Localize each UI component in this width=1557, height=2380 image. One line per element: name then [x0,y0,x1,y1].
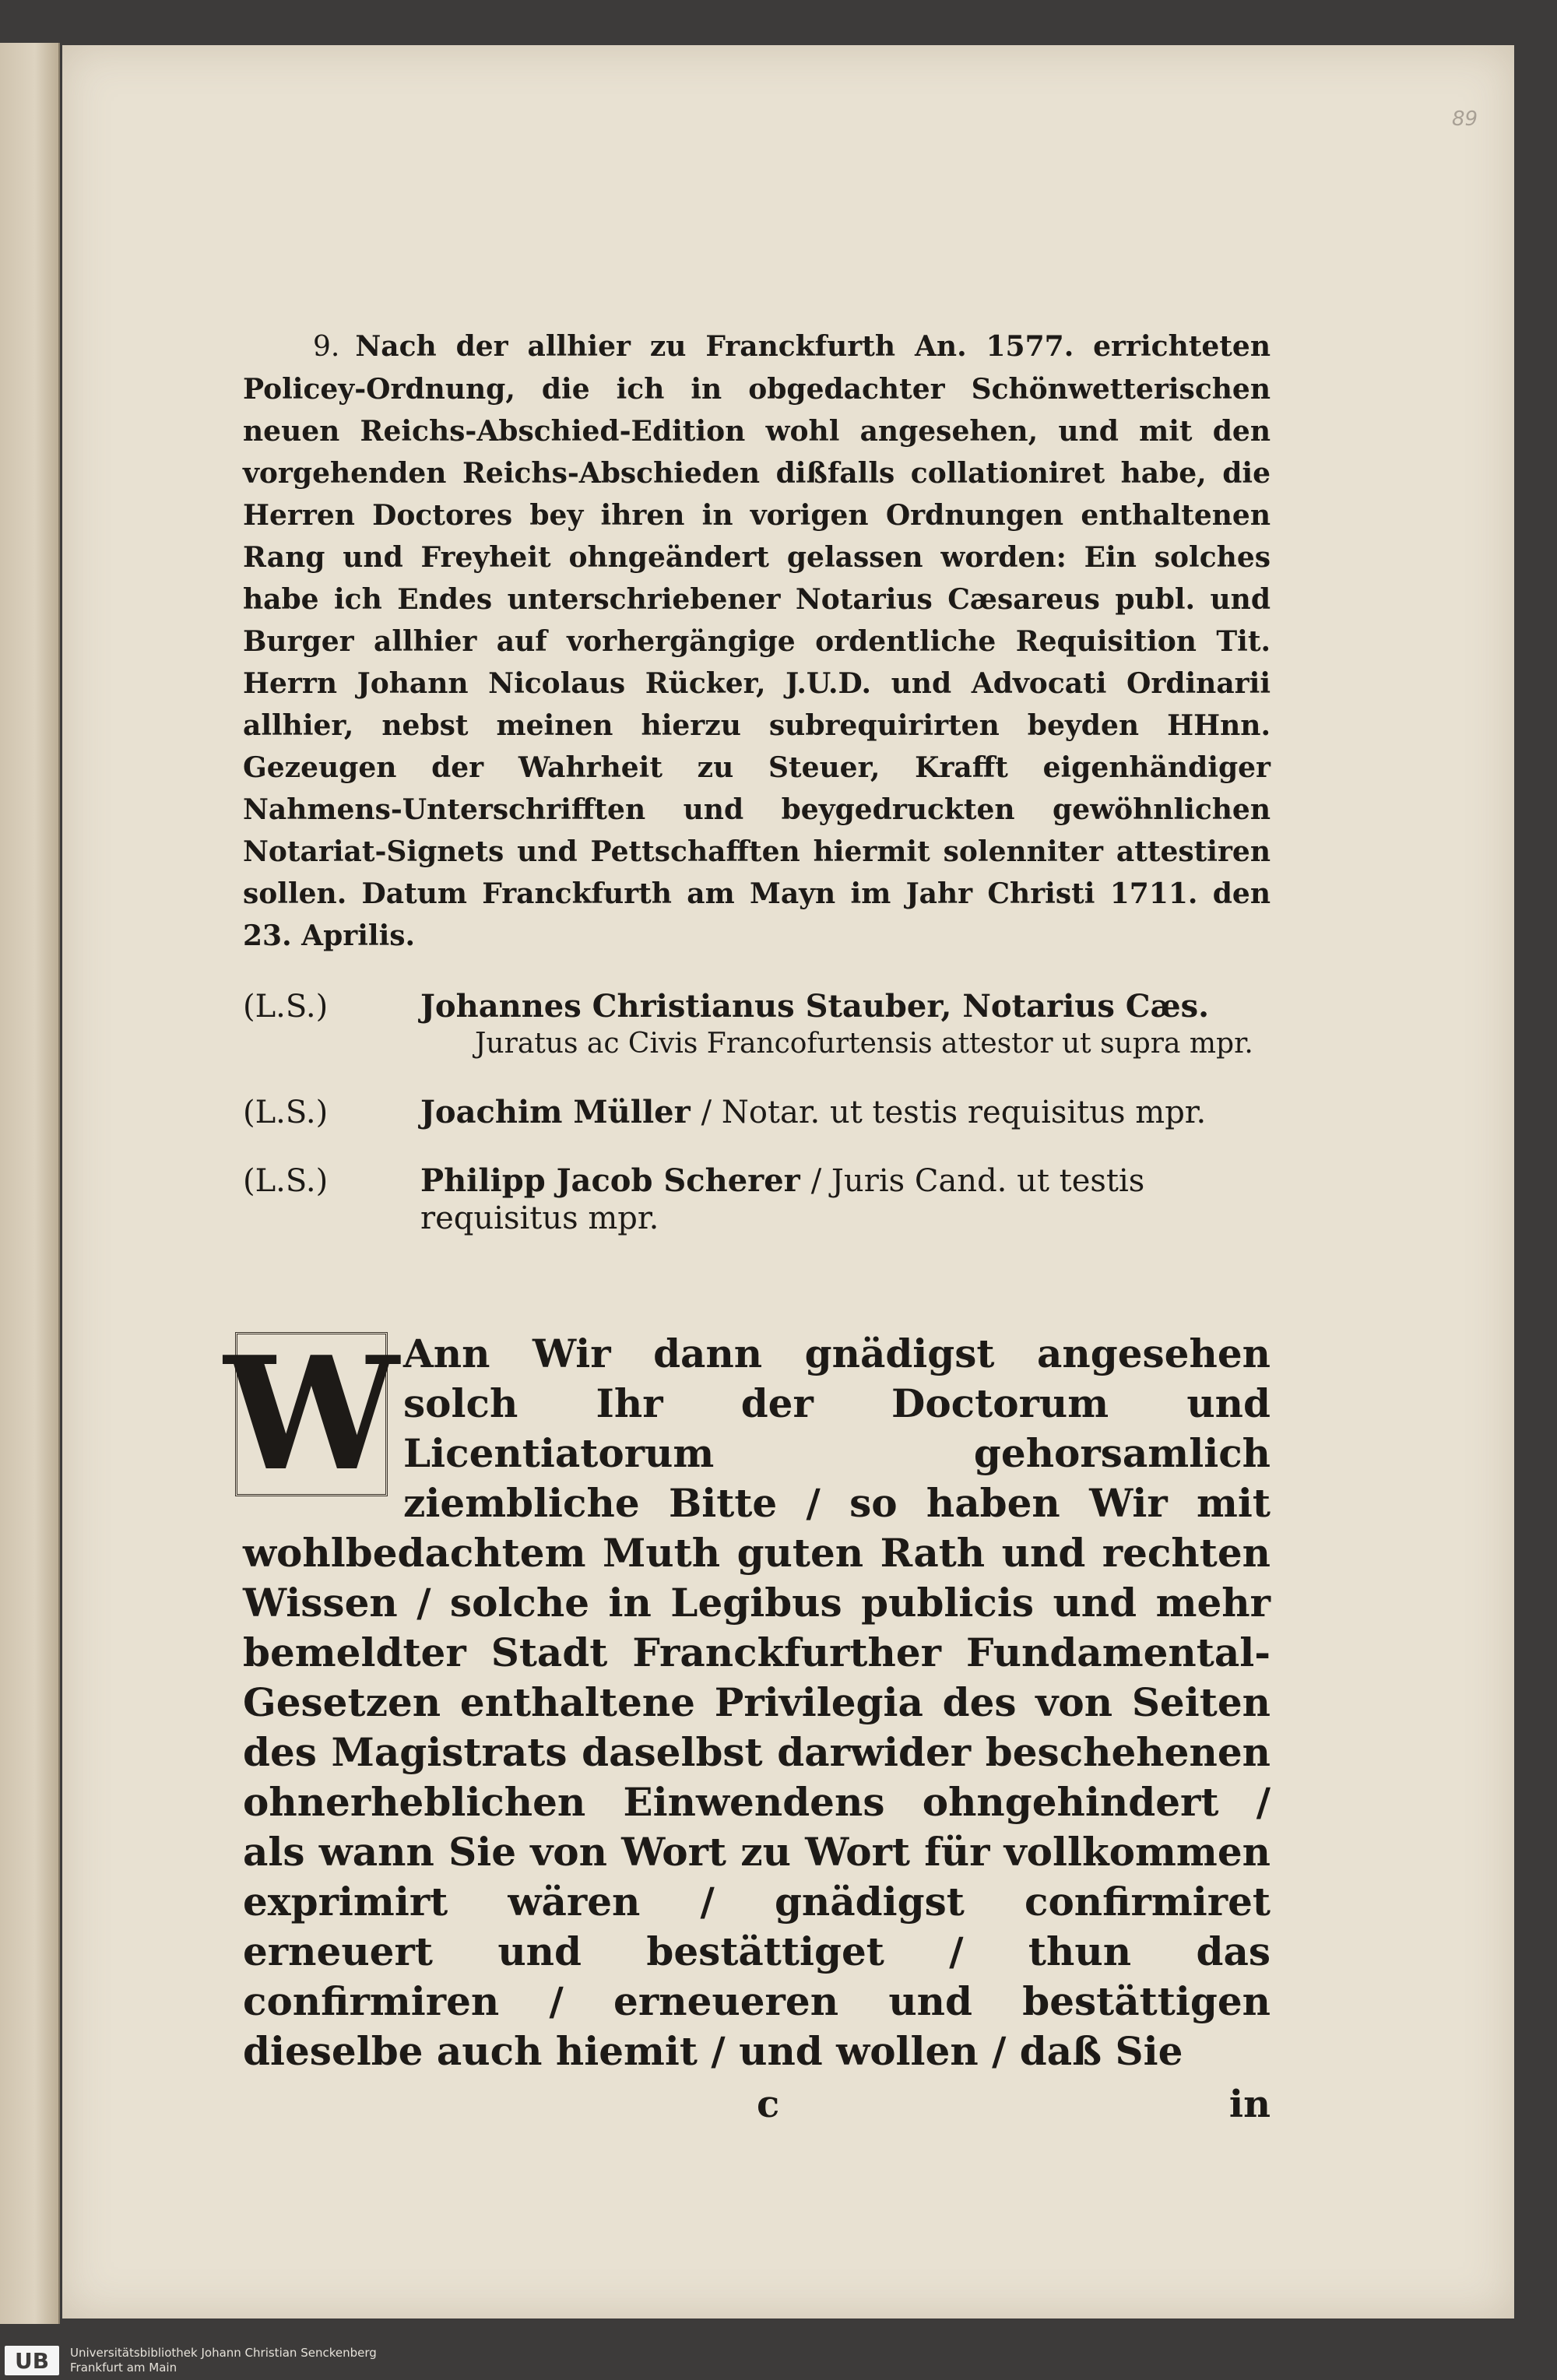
facing-page-edge [0,43,60,2324]
paragraph-number: 9. [313,331,340,363]
signer-name: Philipp Jacob Scherer [420,1162,800,1199]
signer-attestation: Juratus ac Civis Francofurtensis attestor ut supra mpr. [475,1028,1253,1060]
catchword: in [1228,2083,1271,2126]
signer-name: Joachim Müller [420,1094,691,1130]
signature-mark: c [757,2083,780,2126]
library-logo: UB [5,2346,59,2375]
signature-1 [243,988,1271,1063]
seal-mark: (L.S.) [243,989,329,1025]
seal-mark: (L.S.) [243,1163,329,1199]
signer-name: Johannes Christianus Stauber, Notarius Cæs. [420,988,1210,1025]
paragraph-9-text: Nach der allhier zu Franckfurth An. 1577. errichteten Policey-Ordnung, die ich in obgedachter Schönwetterischen neuen Reichs-Abschied-Edition wohl angesehen, und mit den vorgehenden Reichs-Abschieden dißfalls collationiret habe, die Herren Doctores bey ihren in vorigen Ordnungen enthaltenen Rang und Freyheit ohngeändert gelassen worden: Ein solches habe ich Endes unterschriebener Notarius Cæsareus publ. und Burger allhier auf vorhergängige ordentliche Requisition Tit. Herrn Johann Nicolaus Rücker, J.U.D. und Advocati Ordinarii allhier, nebst meinen hierzu subrequirirten beyden HHnn. Gezeugen der Wahrheit zu Steuer, Krafft eigenhändiger Nahmens-Unterschrifften und beygedruckten gewöhnlichen Notariat-Signets und Pettschafften hiermit solenniter attestiren sollen. Datum Franckfurth am Mayn im Jahr Christi 1711. den 23. Aprilis. [243,330,1271,952]
text-block [223,325,1271,2126]
paragraph-9 [243,325,1271,957]
signature-3 [243,1162,1271,1237]
page-footer [243,2083,1271,2126]
document-page [62,45,1514,2318]
seal-mark: (L.S.) [243,1095,329,1130]
main-paragraph-text: Ann Wir dann gnädigst angesehen solch Ihr der Doctorum und Licentiatorum gehorsamlich ziembliche Bitte / so haben Wir mit wohlbedachtem Muth guten Rath und rechten Wissen / solche in Legibus publicis und mehr bemeldter Stadt Franckfurther Fundamental-Gesetzen enthaltene Privilegia des von Seiten des Magistrats daselbst darwider beschehenen ohnerheblichen Einwendens ohngehindert / als wann Sie von Wort zu Wort für vollkommen exprimirt wären / gnädigst confirmiret erneuert und bestättiget / thun das confirmiren / erneueren und bestättigen dieselbe auch hiemit / und wollen / daß Sie [243,1331,1271,2074]
library-name-line-1: Universitätsbibliothek Johann Christian Senckenberg [70,2346,377,2360]
signer-attestation: / Juris Cand. ut testis requisitus mpr. [420,1163,1145,1236]
library-name [70,2346,377,2375]
page-number: 89 [1452,107,1478,131]
library-name-line-2: Frankfurt am Main [70,2361,177,2375]
main-paragraph [223,1322,1271,2076]
library-attribution [0,2341,467,2380]
signer-attestation: / Notar. ut testis requisitus mpr. [701,1095,1207,1130]
signature-2 [243,1094,1271,1131]
decorated-initial: W [223,1322,399,1506]
